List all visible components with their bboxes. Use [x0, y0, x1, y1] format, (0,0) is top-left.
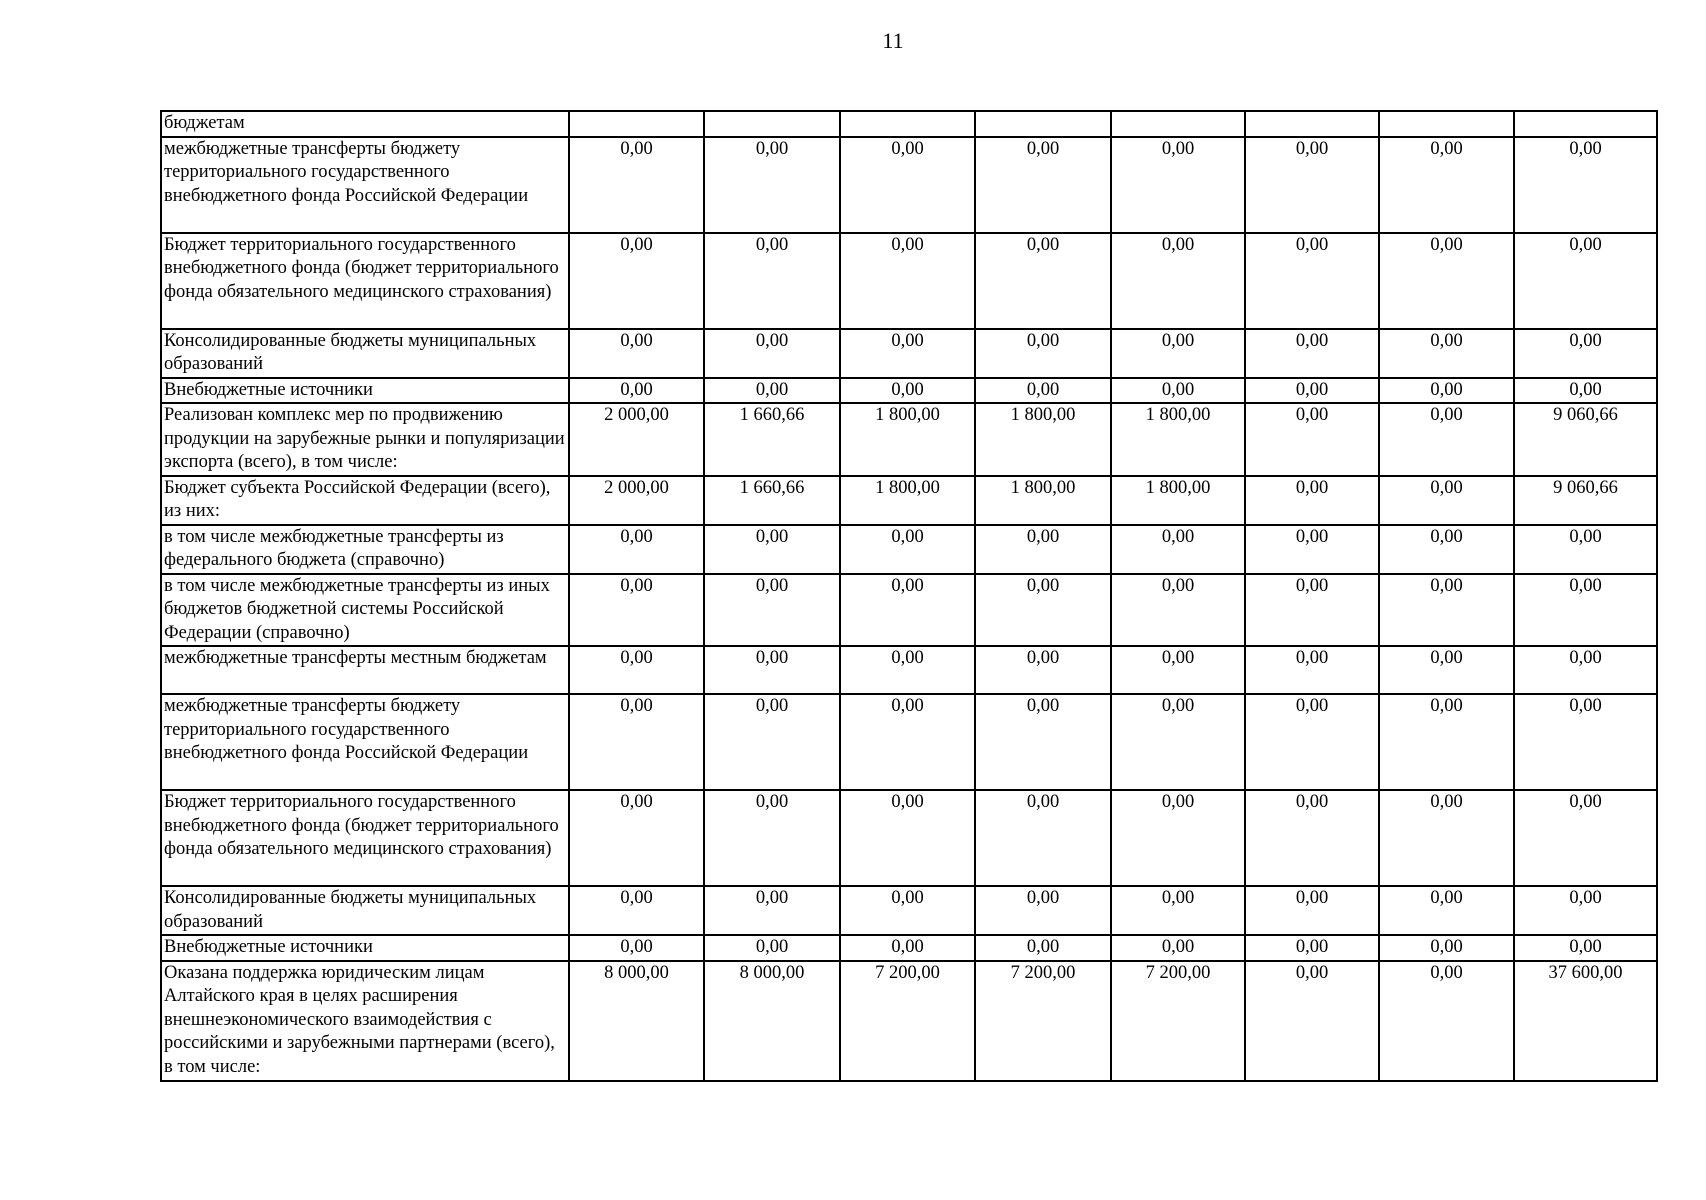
- value-cell: 0,00: [1514, 378, 1657, 404]
- value-cell: 0,00: [569, 935, 704, 961]
- value-cell: 0,00: [1514, 694, 1657, 790]
- row-label: Бюджет субъекта Российской Федерации (всего), из них:: [161, 476, 569, 525]
- value-cell: 0,00: [1379, 886, 1514, 935]
- value-cell: 0,00: [1111, 329, 1245, 378]
- row-label: бюджетам: [161, 111, 569, 137]
- value-cell: 0,00: [840, 694, 975, 790]
- value-cell: 0,00: [569, 574, 704, 647]
- row-label: Консолидированные бюджеты муниципальных образований: [161, 329, 569, 378]
- value-cell: 0,00: [840, 137, 975, 233]
- value-cell: 0,00: [975, 790, 1111, 886]
- value-cell: 1 660,66: [704, 403, 840, 476]
- value-cell: 0,00: [1245, 886, 1379, 935]
- value-cell: 0,00: [1514, 137, 1657, 233]
- value-cell: 1 800,00: [1111, 403, 1245, 476]
- value-cell: [1111, 111, 1245, 137]
- value-cell: 37 600,00: [1514, 961, 1657, 1081]
- value-cell: 0,00: [840, 886, 975, 935]
- value-cell: [704, 111, 840, 137]
- value-cell: 0,00: [1245, 476, 1379, 525]
- value-cell: 7 200,00: [1111, 961, 1245, 1081]
- value-cell: 0,00: [1111, 646, 1245, 694]
- value-cell: 0,00: [704, 790, 840, 886]
- value-cell: 0,00: [1379, 403, 1514, 476]
- value-cell: 0,00: [1111, 574, 1245, 647]
- value-cell: 0,00: [1111, 790, 1245, 886]
- value-cell: [1379, 111, 1514, 137]
- table-row: [161, 790, 1657, 886]
- table-row: [161, 403, 1657, 476]
- value-cell: 9 060,66: [1514, 476, 1657, 525]
- row-label: в том числе межбюджетные трансферты из иных бюджетов бюджетной системы Российской Федерации (справочно): [161, 574, 569, 647]
- value-cell: 0,00: [704, 694, 840, 790]
- row-label: межбюджетные трансферты бюджету территориального государственного внебюджетного фонда Российской Федерации: [161, 694, 569, 790]
- value-cell: 0,00: [1111, 233, 1245, 329]
- value-cell: 0,00: [840, 378, 975, 404]
- value-cell: 0,00: [569, 694, 704, 790]
- row-label: Бюджет территориального государственного внебюджетного фонда (бюджет территориального фонда обязательного медицинского страхования): [161, 790, 569, 886]
- value-cell: 0,00: [1514, 886, 1657, 935]
- value-cell: 0,00: [1245, 790, 1379, 886]
- value-cell: 1 800,00: [1111, 476, 1245, 525]
- value-cell: 0,00: [704, 137, 840, 233]
- value-cell: 0,00: [1111, 137, 1245, 233]
- value-cell: 0,00: [1379, 525, 1514, 574]
- value-cell: 0,00: [1245, 137, 1379, 233]
- row-label: Внебюджетные источники: [161, 378, 569, 404]
- value-cell: 0,00: [1514, 574, 1657, 647]
- value-cell: 1 800,00: [975, 403, 1111, 476]
- value-cell: 1 800,00: [975, 476, 1111, 525]
- value-cell: 7 200,00: [975, 961, 1111, 1081]
- value-cell: 0,00: [840, 525, 975, 574]
- value-cell: 2 000,00: [569, 403, 704, 476]
- value-cell: 0,00: [1514, 329, 1657, 378]
- value-cell: 0,00: [1514, 790, 1657, 886]
- table-row: [161, 646, 1657, 694]
- value-cell: 0,00: [1111, 378, 1245, 404]
- value-cell: 0,00: [840, 646, 975, 694]
- value-cell: 0,00: [840, 574, 975, 647]
- row-label: Консолидированные бюджеты муниципальных образований: [161, 886, 569, 935]
- value-cell: 0,00: [1379, 476, 1514, 525]
- value-cell: 0,00: [1379, 378, 1514, 404]
- value-cell: 0,00: [975, 525, 1111, 574]
- value-cell: 0,00: [1245, 329, 1379, 378]
- table-row: [161, 525, 1657, 574]
- value-cell: [840, 111, 975, 137]
- value-cell: 0,00: [704, 935, 840, 961]
- value-cell: 0,00: [704, 525, 840, 574]
- value-cell: 0,00: [1245, 646, 1379, 694]
- value-cell: 0,00: [975, 137, 1111, 233]
- row-label: Реализован комплекс мер по продвижению продукции на зарубежные рынки и популяризации экспорта (всего), в том числе:: [161, 403, 569, 476]
- value-cell: 0,00: [1379, 790, 1514, 886]
- value-cell: 0,00: [975, 574, 1111, 647]
- page-number: 11: [882, 28, 904, 53]
- budget-table: [160, 110, 1658, 1082]
- value-cell: 0,00: [569, 525, 704, 574]
- value-cell: 0,00: [1245, 378, 1379, 404]
- value-cell: 0,00: [840, 790, 975, 886]
- value-cell: 0,00: [840, 233, 975, 329]
- value-cell: 0,00: [1245, 233, 1379, 329]
- value-cell: 0,00: [569, 329, 704, 378]
- value-cell: 0,00: [1245, 961, 1379, 1081]
- table-row: [161, 694, 1657, 790]
- table-row: [161, 476, 1657, 525]
- value-cell: 0,00: [1245, 694, 1379, 790]
- value-cell: 0,00: [704, 233, 840, 329]
- value-cell: 7 200,00: [840, 961, 975, 1081]
- value-cell: 0,00: [569, 886, 704, 935]
- value-cell: 0,00: [704, 329, 840, 378]
- value-cell: 1 800,00: [840, 403, 975, 476]
- value-cell: 0,00: [1379, 137, 1514, 233]
- value-cell: 0,00: [1245, 574, 1379, 647]
- table-row: [161, 111, 1657, 137]
- row-label: межбюджетные трансферты бюджету территориального государственного внебюджетного фонда Российской Федерации: [161, 137, 569, 233]
- row-label: Внебюджетные источники: [161, 935, 569, 961]
- table-row: [161, 329, 1657, 378]
- value-cell: [569, 111, 704, 137]
- value-cell: 9 060,66: [1514, 403, 1657, 476]
- value-cell: 0,00: [1111, 886, 1245, 935]
- value-cell: [975, 111, 1111, 137]
- value-cell: 0,00: [1379, 329, 1514, 378]
- value-cell: 0,00: [569, 790, 704, 886]
- value-cell: 0,00: [840, 329, 975, 378]
- value-cell: 0,00: [704, 574, 840, 647]
- value-cell: 0,00: [1245, 525, 1379, 574]
- value-cell: [1514, 111, 1657, 137]
- value-cell: 0,00: [975, 233, 1111, 329]
- table-row: [161, 574, 1657, 647]
- value-cell: 0,00: [1379, 694, 1514, 790]
- value-cell: 0,00: [1245, 935, 1379, 961]
- value-cell: 0,00: [975, 886, 1111, 935]
- table-row: [161, 378, 1657, 404]
- value-cell: 8 000,00: [704, 961, 840, 1081]
- value-cell: 0,00: [569, 233, 704, 329]
- value-cell: 0,00: [704, 378, 840, 404]
- value-cell: 0,00: [569, 137, 704, 233]
- value-cell: 8 000,00: [569, 961, 704, 1081]
- value-cell: 0,00: [840, 935, 975, 961]
- value-cell: 0,00: [1379, 646, 1514, 694]
- value-cell: 0,00: [1379, 935, 1514, 961]
- value-cell: 0,00: [704, 886, 840, 935]
- value-cell: 0,00: [975, 329, 1111, 378]
- value-cell: 0,00: [975, 935, 1111, 961]
- value-cell: 0,00: [1514, 525, 1657, 574]
- value-cell: 0,00: [1245, 403, 1379, 476]
- row-label: в том числе межбюджетные трансферты из федерального бюджета (справочно): [161, 525, 569, 574]
- value-cell: 0,00: [1111, 525, 1245, 574]
- value-cell: 0,00: [1514, 233, 1657, 329]
- value-cell: 0,00: [975, 378, 1111, 404]
- value-cell: [1245, 111, 1379, 137]
- table-row: [161, 886, 1657, 935]
- table-row: [161, 233, 1657, 329]
- value-cell: 0,00: [1379, 233, 1514, 329]
- row-label: межбюджетные трансферты местным бюджетам: [161, 646, 569, 694]
- value-cell: 0,00: [569, 646, 704, 694]
- value-cell: 0,00: [975, 646, 1111, 694]
- value-cell: 0,00: [1379, 574, 1514, 647]
- value-cell: 0,00: [569, 378, 704, 404]
- row-label: Бюджет территориального государственного внебюджетного фонда (бюджет территориального фонда обязательного медицинского страхования): [161, 233, 569, 329]
- value-cell: 0,00: [704, 646, 840, 694]
- table-row: [161, 935, 1657, 961]
- value-cell: 0,00: [1514, 935, 1657, 961]
- table-row: [161, 137, 1657, 233]
- value-cell: 0,00: [1379, 961, 1514, 1081]
- value-cell: 2 000,00: [569, 476, 704, 525]
- row-label: Оказана поддержка юридическим лицам Алтайского края в целях расширения внешнеэкономического взаимодействия с российскими и зарубежными партнерами (всего), в том числе:: [161, 961, 569, 1081]
- value-cell: 0,00: [1514, 646, 1657, 694]
- value-cell: 0,00: [975, 694, 1111, 790]
- value-cell: 1 660,66: [704, 476, 840, 525]
- value-cell: 0,00: [1111, 694, 1245, 790]
- table-row: [161, 961, 1657, 1081]
- value-cell: 0,00: [1111, 935, 1245, 961]
- value-cell: 1 800,00: [840, 476, 975, 525]
